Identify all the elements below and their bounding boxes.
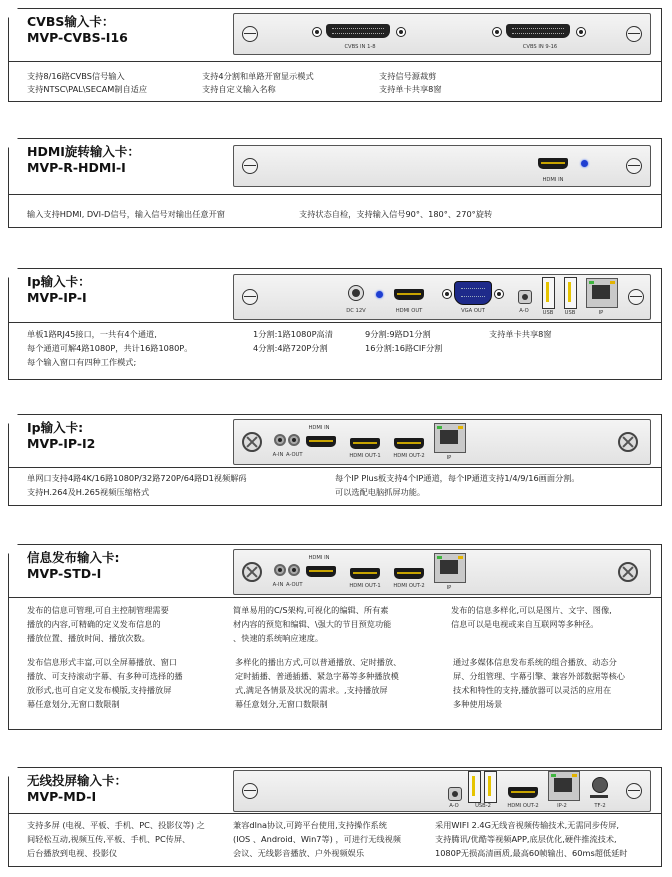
feature-text: 、快速的系统响应速度。 bbox=[233, 633, 324, 643]
card-panel-image bbox=[233, 13, 651, 55]
feature-text: 通过多媒体信息发布系统的组合播放、动态分 bbox=[453, 657, 617, 667]
screw-nut-icon bbox=[312, 27, 322, 37]
feature-text: 多样化的播出方式,可以普通播放、定时播放、 bbox=[235, 657, 402, 667]
audio-in-jack-icon bbox=[274, 434, 286, 446]
feature-text: 幕任意划分,无窗口数限制 bbox=[27, 699, 120, 709]
card-model: MVP-R-HDMI-I bbox=[27, 160, 126, 175]
feature-text: 间轻松互动,视频互传,平板、手机、PC传屏、 bbox=[27, 834, 191, 844]
feature-text: 每个通道可解4路1080P，共计16路1080P。 bbox=[27, 343, 193, 353]
port-label: DC 12V bbox=[346, 308, 366, 314]
feature-text: 每个IP Plus板支持4个IP通道，每个IP通道支持1/4/9/16画面分割。 bbox=[335, 473, 580, 483]
screw-nut-icon bbox=[576, 27, 586, 37]
feature-text: 后台播放到电视、投影仪 bbox=[27, 848, 118, 858]
led-indicator-icon bbox=[376, 291, 383, 298]
port-label: USB bbox=[564, 310, 576, 316]
card-model: MVP-STD-I bbox=[27, 566, 102, 581]
divider bbox=[9, 194, 661, 195]
rj45-port-icon bbox=[586, 278, 618, 308]
feature-text: 输入支持HDMI, DVI-D信号，输入信号对输出任意开窗 bbox=[27, 209, 225, 219]
tf-card-slot-icon bbox=[592, 777, 608, 793]
port-label: A-O bbox=[449, 803, 459, 809]
port-label: IP bbox=[446, 585, 452, 591]
feature-text: 发布的信息多样化,可以是图片、文字、图像, bbox=[451, 605, 612, 615]
feature-text: 采用WIFI 2.4G无线音视频传输技术,无需同步传屏, bbox=[435, 820, 619, 830]
divider bbox=[9, 61, 661, 62]
card-md bbox=[8, 767, 662, 867]
usb-port-icon bbox=[484, 771, 497, 803]
port-label: CVBS IN 1-8 bbox=[344, 44, 376, 50]
screw-icon bbox=[242, 432, 262, 452]
audio-out-jack-icon bbox=[448, 787, 462, 801]
card-model: MVP-CVBS-I16 bbox=[27, 30, 128, 45]
screw-icon bbox=[618, 562, 638, 582]
feature-text: 支持单卡共享8窗 bbox=[379, 84, 442, 94]
feature-text: 支持状态自检，支持输入信号90°、180°、270°旋转 bbox=[299, 209, 493, 219]
port-label: HDMI OUT-1 bbox=[349, 453, 381, 459]
feature-text: 单网口支持4路4K/16路1080P/32路720P/64路D1视频解码 bbox=[27, 473, 247, 483]
screw-icon bbox=[242, 289, 258, 305]
screw-nut-icon bbox=[494, 289, 504, 299]
port-label: HDMI OUT-2 bbox=[507, 803, 539, 809]
port-label: HDMI IN bbox=[308, 555, 330, 561]
port-label: HDMI IN bbox=[308, 425, 330, 431]
vga-port-icon bbox=[454, 281, 492, 305]
card-ip2 bbox=[8, 414, 662, 506]
hdmi-port-icon bbox=[538, 158, 568, 169]
feature-text: 信息可以是电视或来自互联网等多种径。 bbox=[451, 619, 599, 629]
feature-text: 支持信号源裁剪 bbox=[379, 71, 437, 81]
hdmi-port-icon bbox=[394, 568, 424, 579]
port-label: HDMI OUT-2 bbox=[393, 453, 425, 459]
card-title: Ip输入卡： bbox=[27, 274, 91, 289]
card-panel-image bbox=[233, 274, 651, 320]
feature-text: 4分割:4路720P分割 bbox=[253, 343, 328, 353]
divider bbox=[9, 322, 661, 323]
feature-text: 简单易用的C/S架构,可视化的编辑、所有素 bbox=[233, 605, 389, 615]
usb-port-icon bbox=[542, 277, 555, 309]
port-label: HDMI OUT bbox=[395, 308, 423, 314]
port-label: HDMI OUT-2 bbox=[393, 583, 425, 589]
feature-text: 支持4分割和单路开窗显示模式 bbox=[202, 71, 314, 81]
card-panel-image bbox=[233, 770, 651, 812]
feature-text: 支持8/16路CVBS信号输入 bbox=[27, 71, 125, 81]
feature-text: 式,满足各情景及状况的需求。,支持播放屏 bbox=[235, 685, 388, 695]
feature-text: 支持自定义输入名称 bbox=[202, 84, 276, 94]
feature-text: 播放、可支持滚动字幕、有多种可选择的播 bbox=[27, 671, 183, 681]
hdmi-port-icon bbox=[306, 436, 336, 447]
feature-text: 技术和特性的支持,播放器可以灵活的应用在 bbox=[453, 685, 612, 695]
card-model: MVP-IP-I bbox=[27, 290, 87, 305]
feature-text: 支持单卡共享8窗 bbox=[489, 329, 552, 339]
feature-text: 会议、无线影音播放、户外视频娱乐 bbox=[233, 848, 365, 858]
card-model: MVP-MD-I bbox=[27, 789, 97, 804]
screw-nut-icon bbox=[492, 27, 502, 37]
screw-icon bbox=[626, 783, 642, 799]
usb-port-icon bbox=[468, 771, 481, 803]
card-title: Ip输入卡: bbox=[27, 420, 84, 435]
feature-text: 材内容的预览和编辑、\强大的节目预览功能 bbox=[233, 619, 392, 629]
card-hdmi bbox=[8, 138, 662, 228]
card-panel-image bbox=[233, 419, 651, 465]
card-cvbs bbox=[8, 8, 662, 102]
audio-in-jack-icon bbox=[274, 564, 286, 576]
feature-text: 支持腾讯/优酷等视频APP,底层优化,硬件推流技术, bbox=[435, 834, 617, 844]
card-title: 无线投屏输入卡： bbox=[27, 773, 128, 788]
feature-text: 单板1路RJ45接口，一共有4个通道, bbox=[27, 329, 157, 339]
screw-icon bbox=[242, 562, 262, 582]
port-label: IP-2 bbox=[557, 803, 567, 809]
port-label: TF-2 bbox=[594, 803, 606, 809]
feature-text: 1080P无损高清画质,最高60帧输出、60ms超低延时 bbox=[435, 848, 628, 858]
feature-text: 可以选配电脑抓屏功能。 bbox=[335, 487, 426, 497]
hdmi-port-icon bbox=[394, 438, 424, 449]
card-title: 信息发布输入卡: bbox=[27, 550, 120, 565]
card-model: MVP-IP-I2 bbox=[27, 436, 96, 451]
feature-text: 16分割:16路CIF分割 bbox=[365, 343, 443, 353]
audio-out-jack-icon bbox=[288, 434, 300, 446]
port-label: CVBS IN 9-16 bbox=[522, 44, 558, 50]
audio-out-jack-icon bbox=[288, 564, 300, 576]
audio-out-jack-icon bbox=[518, 290, 532, 304]
db-connector-icon bbox=[326, 24, 390, 38]
port-label: HDMI IN bbox=[542, 177, 564, 183]
feature-text: 播放位置、播放时间、播放次数。 bbox=[27, 633, 150, 643]
led-indicator-icon bbox=[581, 160, 588, 167]
screw-icon bbox=[242, 158, 258, 174]
feature-text: 幕任意划分,无窗口数限制 bbox=[235, 699, 328, 709]
card-ip bbox=[8, 268, 662, 380]
feature-text: 定时插播、普通插播、紧急字幕等多种播放模 bbox=[235, 671, 399, 681]
dc-power-jack-icon bbox=[348, 285, 364, 301]
feature-text: 支持多屏 (电视、平板、手机、PC、投影仪等) 之 bbox=[27, 820, 205, 830]
port-label: USB-2 bbox=[475, 803, 491, 809]
screw-icon bbox=[628, 289, 644, 305]
hdmi-port-icon bbox=[350, 568, 380, 579]
card-panel-image bbox=[233, 145, 651, 187]
screw-icon bbox=[626, 158, 642, 174]
screw-icon bbox=[242, 783, 258, 799]
port-label: VGA OUT bbox=[461, 308, 485, 314]
screw-icon bbox=[242, 26, 258, 42]
screw-icon bbox=[626, 26, 642, 42]
divider bbox=[9, 813, 661, 814]
hdmi-port-icon bbox=[394, 289, 424, 300]
hdmi-port-icon bbox=[350, 438, 380, 449]
feature-text: (IOS 、Android、Win7等) ，可进行无线视频 bbox=[233, 834, 401, 844]
port-label: IP bbox=[446, 455, 452, 461]
port-label: A-IN bbox=[272, 452, 284, 458]
feature-text: 每个输入窗口有四种工作模式; bbox=[27, 357, 137, 367]
rj45-port-icon bbox=[434, 423, 466, 453]
screw-nut-icon bbox=[442, 289, 452, 299]
screw-icon bbox=[618, 432, 638, 452]
port-label: USB bbox=[542, 310, 554, 316]
hdmi-port-icon bbox=[508, 787, 538, 798]
divider bbox=[9, 467, 661, 468]
card-panel-image bbox=[233, 549, 651, 595]
port-label: A-OUT bbox=[286, 582, 303, 588]
feature-text: 1分割:1路1080P高清 bbox=[253, 329, 333, 339]
port-label: IP bbox=[598, 310, 604, 316]
db-connector-icon bbox=[506, 24, 570, 38]
feature-text: 多种使用场景 bbox=[453, 699, 503, 709]
hdmi-port-icon bbox=[306, 566, 336, 577]
feature-text: 兼容dlna协议,可跨平台使用,支持操作系统 bbox=[233, 820, 387, 830]
rj45-port-icon bbox=[548, 771, 580, 801]
usb-port-icon bbox=[564, 277, 577, 309]
tf-card-slot-icon bbox=[590, 795, 608, 798]
feature-text: 屏、分组管理、字幕引擎、兼容外部数据等核心 bbox=[453, 671, 625, 681]
divider bbox=[9, 597, 661, 598]
feature-text: 9分割:9路D1分割 bbox=[365, 329, 431, 339]
card-title: HDMI旋转输入卡： bbox=[27, 144, 140, 159]
port-label: A-O bbox=[519, 308, 529, 314]
rj45-port-icon bbox=[434, 553, 466, 583]
feature-text: 放形式,也可自定义发布模版,支持播放屏 bbox=[27, 685, 172, 695]
feature-text: 支持NTSC\PAL\SECAM制自适应 bbox=[27, 84, 148, 94]
port-label: A-IN bbox=[272, 582, 284, 588]
card-title: CVBS输入卡： bbox=[27, 14, 115, 29]
card-std bbox=[8, 544, 662, 730]
screw-nut-icon bbox=[396, 27, 406, 37]
port-label: A-OUT bbox=[286, 452, 303, 458]
feature-text: 播放的内容,可精确的定义发布信息的 bbox=[27, 619, 161, 629]
feature-text: 支持H.264及H.265视频压缩格式 bbox=[27, 487, 150, 497]
feature-text: 发布的信息可管理,可自主控制管理需要 bbox=[27, 605, 169, 615]
port-label: HDMI OUT-1 bbox=[349, 583, 381, 589]
feature-text: 发布信息形式丰富,可以全屏幕播放、窗口 bbox=[27, 657, 177, 667]
